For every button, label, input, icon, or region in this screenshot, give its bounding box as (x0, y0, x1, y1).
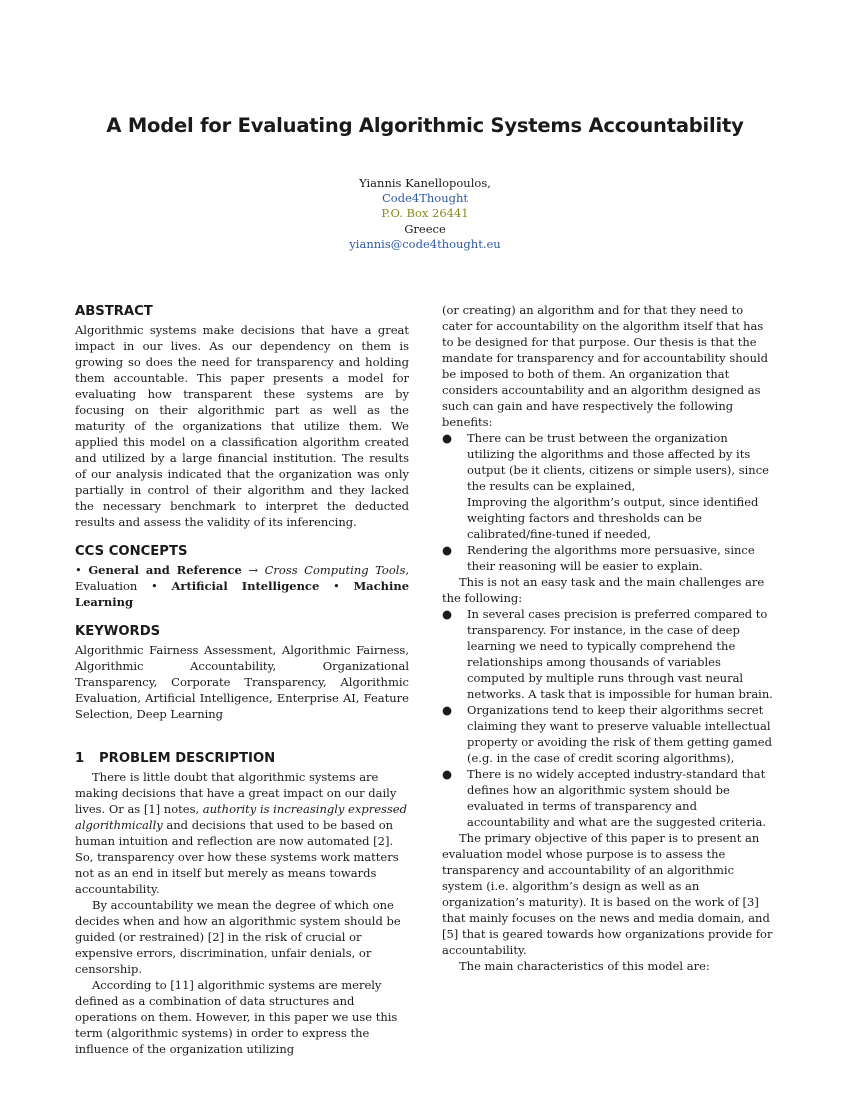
section1-paragraph: By accountability we mean the degree of which one decides when and how an algorithmic system should be guided (or restrained) [2] in the risk of crucial or expensive errors, discrimination, unfair denials, or censorship. (75, 898, 401, 976)
author-country: Greece (404, 221, 446, 236)
section1-paragraph: According to [11] algorithmic systems are merely defined as a combination of data structures and operations on them. However, in this paper we use this term (algorithmic systems) in order to express the influence of the organization utilizing (75, 978, 398, 1056)
ccs-heading: CCS CONCEPTS (75, 544, 188, 559)
ccs-bullet: • (151, 579, 158, 593)
section-number: 1 (75, 751, 85, 766)
left-column (75, 302, 409, 1057)
right-column (442, 302, 776, 974)
ccs-item-general: General and Reference (88, 563, 242, 577)
abstract-text: Algorithmic systems make decisions that have a great impact in our lives. As our dependency on them is growing so does the need for transparency and holding them accountable. This paper presents a model for evaluating how transparent these systems are by focusing on their algorithmic part as well as the maturity of the organizations that utilize them. We applied this model on a classification algorithm created and utilized by a large financial institution. The results of our analysis indicated that the organization was only partially in control of their algorithm and they lacked the necessary benchmark to interpret the deducted results and assess the validity of its inferencing. (75, 323, 409, 529)
ccs-item-ml: Machine Learning (75, 579, 410, 609)
bullet-icon: ● (442, 543, 453, 557)
paragraph-text: There is little doubt that algorithmic systems are making decisions that have a great impact on our daily lives. Or as [1] notes, (75, 770, 397, 816)
challenge-text: Organizations tend to keep their algorithms secret claiming they want to preserve valuable intellectual property or avoiding the risk of them getting gamed (e.g. in the case of credit scoring algorithms), (467, 703, 772, 765)
section-heading (75, 749, 409, 769)
ccs-item-ai: Artificial Intelligence (171, 579, 320, 593)
author-name: Yiannis Kanellopoulos, (359, 176, 491, 190)
right-paragraph: (or creating) an algorithm and for that they need to cater for accountability on the algorithm itself that has to be designed for that purpose. Our thesis is that the mandate for transparency and for accountability should be imposed to both of them. An organization that considers accountability and an algorithm designed as such can gain and have respectively the following benefits: (442, 303, 769, 429)
right-paragraph: This is not an easy task and the main challenges are the following: (442, 575, 765, 605)
section-title: PROBLEM DESCRIPTION (99, 751, 276, 766)
paragraph-emphasis: authority is increasingly expressed algorithmically (75, 802, 407, 832)
challenge-item (442, 766, 776, 830)
bullet-icon: ● (442, 767, 453, 781)
paragraph-text: and decisions that used to be based on human intuition and reflection are now automated [2]. So, transparency over how these systems work matters not as an end in itself but merely as means towards accountability. (75, 818, 399, 896)
benefit-item (442, 542, 776, 574)
challenge-item (442, 606, 776, 702)
ccs-bullet: • (332, 579, 340, 593)
author-address: P.O. Box 26441 (381, 206, 469, 221)
author-organization: Code4Thought (381, 191, 468, 206)
challenge-text: There is no widely accepted industry-standard that defines how an algorithmic system should be evaluated in terms of transparency and accountability and what are the suggested criteria. (467, 767, 766, 829)
benefit-text: There can be trust between the organization utilizing the algorithms and those affected by its output (be it clients, citizens or simple users), since the results can be explained, (467, 431, 769, 493)
right-paragraph: The primary objective of this paper is to present an evaluation model whose purpose is to assess the transparency and accountability of an algorithmic system (i.e. algorithm’s design as well as an organization’s maturity). It is based on the work of [3] that mainly focuses on the news and media domain, and [5] that is geared towards how organizations provide for accountability. (442, 831, 773, 957)
keywords-heading: KEYWORDS (75, 624, 161, 639)
bullet-icon: ● (442, 607, 453, 621)
paper-title: A Model for Evaluating Algorithmic Systems Accountability (106, 114, 744, 137)
ccs-bullet: • (75, 563, 82, 577)
benefit-item: Improving the algorithm’s output, since identified weighting factors and thresholds can be calibrated/fine-tuned if needed, (467, 495, 759, 541)
ccs-item-cross: Cross Computing Tools, (264, 563, 410, 577)
author-block (0, 176, 850, 252)
bullet-icon: ● (442, 431, 453, 445)
right-paragraph: The main characteristics of this model are: (459, 959, 710, 973)
ccs-item-evaluation: Evaluation (75, 579, 138, 593)
benefit-item (442, 430, 776, 494)
author-email[interactable]: yiannis@code4thought.eu (349, 236, 501, 251)
challenge-item (442, 702, 776, 766)
challenge-text: In several cases precision is preferred compared to transparency. For instance, in the case of deep learning we need to typically comprehend the relationships among thousands of variables computed by multiple runs through vast neural networks. A task that is impossible for human brain. (467, 607, 773, 701)
ccs-concepts (75, 562, 409, 610)
ccs-arrow: → (248, 563, 259, 577)
abstract-heading: ABSTRACT (75, 304, 153, 319)
bullet-icon: ● (442, 703, 453, 717)
section1-paragraph (75, 769, 409, 897)
benefit-text: Rendering the algorithms more persuasive, since their reasoning will be easier to explain. (467, 543, 755, 573)
keywords-text: Algorithmic Fairness Assessment, Algorithmic Fairness, Algorithmic Accountability, Organizational Transparency, Corporate Transparency, Algorithmic Evaluation, Artificial Intelligence, Enterprise AI, Feature Selection, Deep Learning (75, 643, 409, 721)
